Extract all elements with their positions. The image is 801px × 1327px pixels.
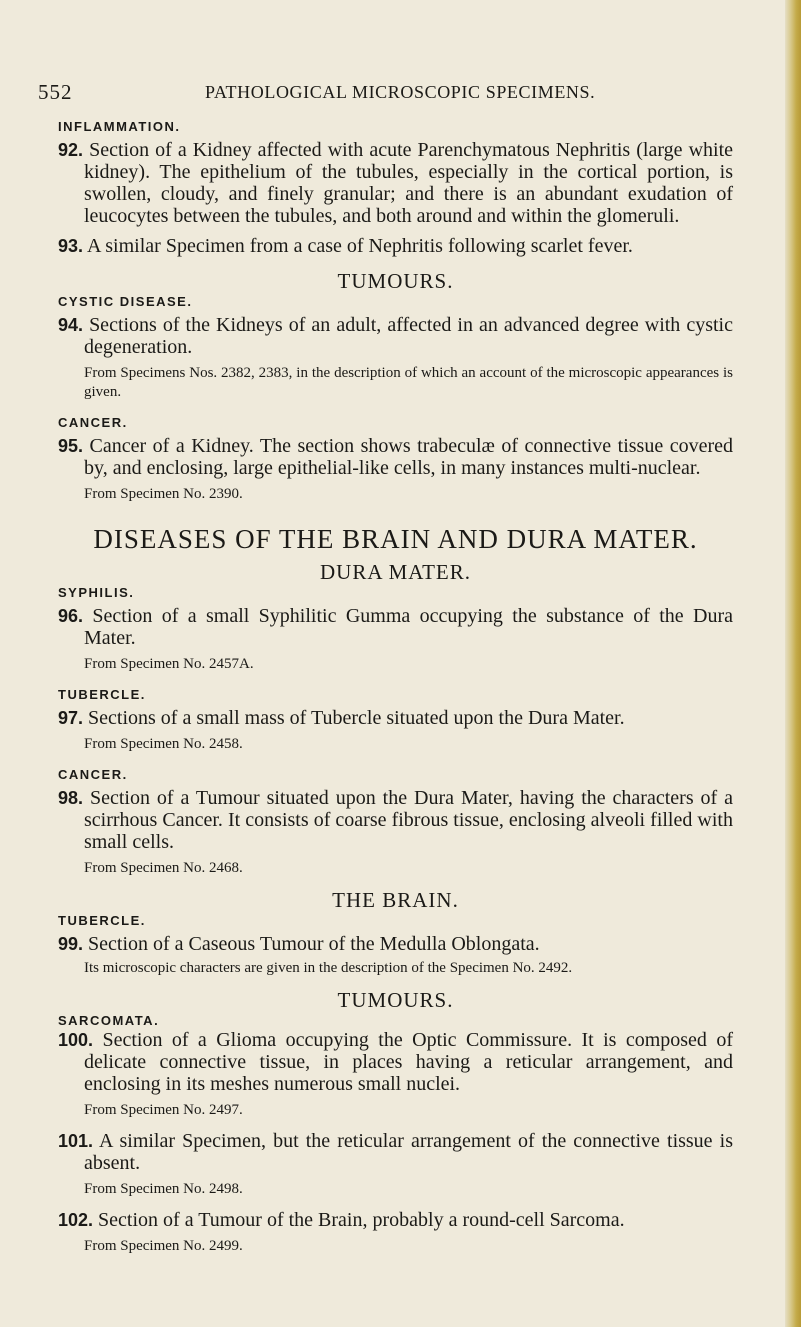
section-heading-cancer: CANCER.	[58, 415, 128, 430]
specimen-note: From Specimen No. 2390.	[84, 486, 243, 502]
specimen-number: 97.	[58, 708, 84, 728]
specimen-95	[58, 435, 733, 479]
specimen-text: Sections of the Kidneys of an adult, affected in an advanced degree with cystic degeneration.	[84, 314, 733, 358]
specimen-note: Its microscopic characters are given in the description of the Specimen No. 2492.	[84, 960, 573, 976]
specimen-100	[58, 1029, 733, 1095]
section-heading-cystic-disease: CYSTIC DISEASE.	[58, 294, 193, 309]
specimen-text: Section of a Tumour situated upon the Dura Mater, having the characters of a scirrhous Cancer. It consists of coarse fibrous tissue, enclosing alveoli filled with small cells.	[84, 787, 734, 853]
running-title: PATHOLOGICAL MICROSCOPIC SPECIMENS.	[205, 82, 596, 102]
specimen-number: 98.	[58, 788, 84, 808]
specimen-number: 99.	[58, 934, 84, 954]
specimen-97	[58, 707, 733, 729]
heading-tumours: TUMOURS.	[337, 988, 454, 1012]
specimen-102	[58, 1209, 733, 1231]
specimen-note: From Specimen No. 2498.	[84, 1181, 243, 1197]
specimen-99	[58, 933, 733, 955]
specimen-number: 95.	[58, 436, 84, 456]
specimen-number: 102.	[58, 1210, 94, 1230]
specimen-number: 96.	[58, 606, 84, 626]
specimen-number: 100.	[58, 1030, 94, 1050]
heading-the-brain: THE BRAIN.	[332, 888, 459, 912]
specimen-94	[58, 314, 733, 358]
section-heading-tubercle: TUBERCLE.	[58, 913, 146, 928]
specimen-note: From Specimen No. 2499.	[84, 1238, 243, 1254]
page-number: 552	[38, 80, 73, 104]
section-heading-inflammation: INFLAMMATION.	[58, 119, 181, 134]
specimen-note: From Specimens Nos. 2382, 2383, in the description of which an account of the microscopic appearances is given.	[84, 365, 733, 400]
page-edge	[785, 0, 801, 1327]
specimen-text: Cancer of a Kidney. The section shows trabeculæ of connective tissue covered by, and enclosing, large epithelial-like cells, in many instances multi-nuclear.	[84, 435, 733, 479]
specimen-96	[58, 605, 733, 649]
specimen-text: Section of a Caseous Tumour of the Medulla Oblongata.	[88, 933, 540, 955]
specimen-note: From Specimen No. 2458.	[84, 736, 243, 752]
specimen-101	[58, 1130, 733, 1174]
specimen-number: 101.	[58, 1131, 94, 1151]
specimen-note: From Specimen No. 2468.	[84, 860, 243, 876]
heading-diseases-brain-dura: DISEASES OF THE BRAIN AND DURA MATER.	[93, 524, 698, 554]
specimen-text: Sections of a small mass of Tubercle situated upon the Dura Mater.	[88, 707, 625, 729]
heading-tumours: TUMOURS.	[337, 269, 454, 293]
specimen-note: From Specimen No. 2497.	[84, 1102, 243, 1118]
heading-dura-mater: DURA MATER.	[319, 560, 472, 584]
specimen-text: Section of a Tumour of the Brain, probably a round-cell Sarcoma.	[98, 1209, 625, 1231]
specimen-93	[58, 235, 733, 257]
page-content	[58, 118, 733, 1256]
section-heading-cancer: CANCER.	[58, 767, 128, 782]
running-header	[0, 80, 801, 106]
specimen-92	[58, 139, 733, 227]
section-heading-sarcomata: SARCOMATA.	[58, 1013, 160, 1028]
specimen-text: A similar Specimen from a case of Nephritis following scarlet fever.	[86, 235, 633, 257]
specimen-note: From Specimen No. 2457A.	[84, 656, 254, 672]
specimen-number: 93.	[58, 236, 84, 256]
section-heading-syphilis: SYPHILIS.	[58, 585, 135, 600]
specimen-98	[58, 787, 733, 853]
specimen-text: Section of a Glioma occupying the Optic Commissure. It is composed of delicate connective tissue, in places having a reticular arrangement, and enclosing in its meshes numerous small nuclei.	[84, 1029, 733, 1095]
specimen-text: A similar Specimen, but the reticular arrangement of the connective tissue is absent.	[84, 1130, 733, 1174]
specimen-number: 94.	[58, 315, 84, 335]
specimen-text: Section of a small Syphilitic Gumma occupying the substance of the Dura Mater.	[84, 605, 733, 649]
section-heading-tubercle: TUBERCLE.	[58, 687, 146, 702]
specimen-number: 92.	[58, 140, 84, 160]
specimen-text: Section of a Kidney affected with acute Parenchymatous Nephritis (large white kidney). The epithelium of the tubules, especially in the cortical portion, is swollen, cloudy, and finely granular; and there is an abundant exudation of leucocytes between the tubules, and both around and within the glomeruli.	[84, 139, 734, 227]
